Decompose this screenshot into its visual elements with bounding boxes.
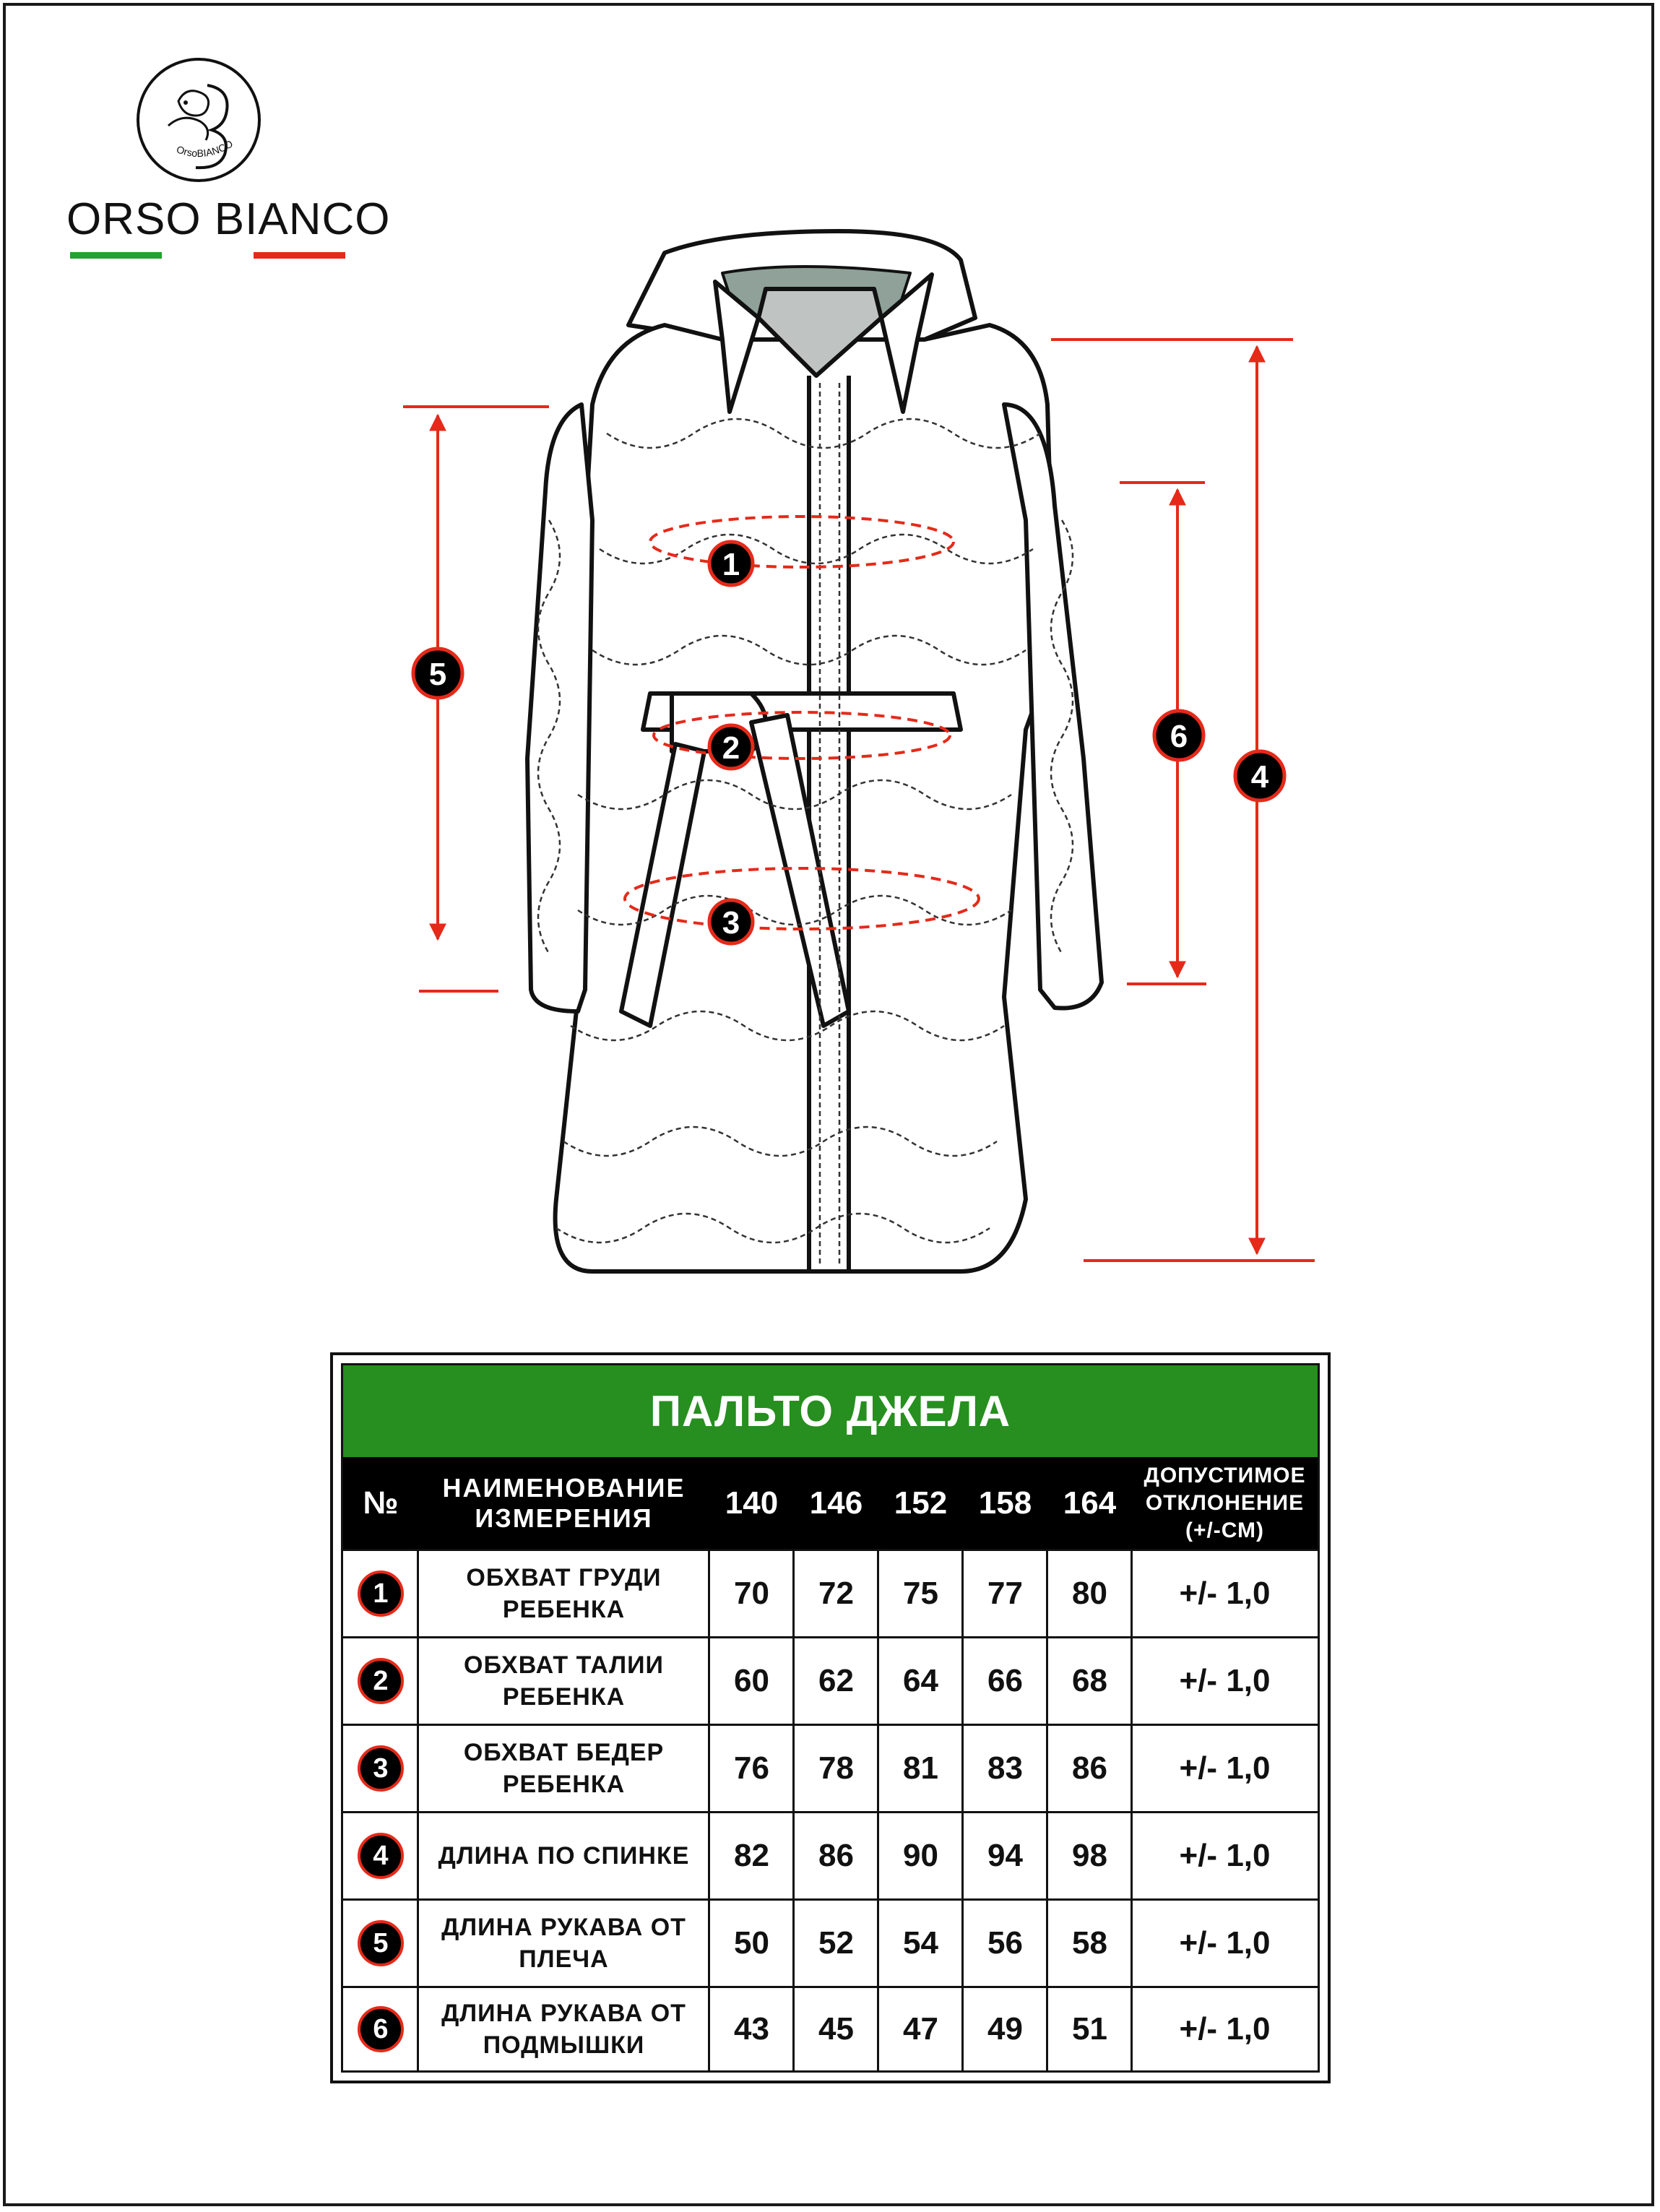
- marker-2: [709, 725, 753, 769]
- row-tolerance: +/- 1,0: [1179, 1576, 1271, 1611]
- row-name: [418, 1551, 709, 1636]
- row-value-140: 70: [734, 1576, 769, 1611]
- row-number-badge: 3: [358, 1745, 404, 1792]
- row-value-140: 76: [734, 1750, 769, 1786]
- row-number-badge: 1: [358, 1571, 404, 1617]
- row-number-badge: 5: [358, 1920, 404, 1966]
- row-name: [418, 1726, 709, 1811]
- row-value-140: 82: [734, 1838, 769, 1873]
- row-value-152: 54: [903, 1925, 938, 1961]
- svg-text:5: 5: [428, 657, 447, 692]
- row-name-line1: ОБХВАТ ГРУДИ: [466, 1564, 662, 1591]
- row-value-164: 51: [1072, 2011, 1107, 2047]
- table-row: [343, 1636, 1318, 1724]
- row-name: [418, 1988, 709, 2070]
- grid-line: [877, 1549, 879, 2070]
- row-tolerance: +/- 1,0: [1179, 2011, 1271, 2047]
- row-name: [418, 1638, 709, 1724]
- row-value-140: 43: [734, 2011, 769, 2047]
- row-value-146: 62: [818, 1663, 854, 1698]
- marker-5: [413, 649, 462, 698]
- marker-3: [709, 900, 753, 943]
- row-name-line1: ДЛИНА РУКАВА ОТ: [441, 1914, 686, 1941]
- row-name: [418, 1813, 709, 1898]
- grid-line: [1046, 1549, 1048, 2070]
- header-name: [418, 1457, 709, 1549]
- row-value-146: 86: [818, 1838, 854, 1873]
- row-value-164: 86: [1072, 1750, 1107, 1786]
- row-value-158: 56: [987, 1925, 1023, 1961]
- row-value-152: 90: [903, 1838, 938, 1873]
- row-name-line2: РЕБЕНКА: [502, 1771, 626, 1798]
- row-value-152: 47: [903, 2011, 938, 2047]
- row-value-164: 80: [1072, 1576, 1107, 1611]
- svg-text:4: 4: [1250, 759, 1269, 795]
- header-size-146: 146: [809, 1485, 863, 1521]
- row-value-158: 83: [987, 1750, 1023, 1786]
- grid-line: [417, 1549, 419, 2070]
- row-value-146: 72: [818, 1576, 854, 1611]
- row-name-line2: ПЛЕЧА: [519, 1945, 609, 1973]
- row-value-158: 66: [987, 1663, 1023, 1698]
- header-size-164: 164: [1063, 1485, 1117, 1521]
- coat-outline: [527, 231, 1102, 1271]
- row-value-152: 64: [903, 1663, 938, 1698]
- marker-4: [1235, 751, 1284, 800]
- grid-line: [708, 1549, 710, 2070]
- table-row: [343, 1898, 1318, 1986]
- row-number-badge: 6: [358, 2006, 404, 2052]
- row-tolerance: +/- 1,0: [1179, 1663, 1271, 1698]
- row-tolerance: +/- 1,0: [1179, 1838, 1271, 1873]
- header-num: №: [363, 1485, 399, 1521]
- header-tol-line2: ОТКЛОНЕНИЕ: [1145, 1490, 1305, 1515]
- row-tolerance: +/- 1,0: [1179, 1750, 1271, 1786]
- brand-name: ORSO BIANCO: [66, 194, 391, 244]
- header-size-140: 140: [725, 1485, 779, 1521]
- row-name: [418, 1901, 709, 1986]
- grid-line: [961, 1549, 964, 2070]
- svg-text:1: 1: [722, 547, 740, 582]
- header-size-158: 158: [978, 1485, 1032, 1521]
- row-name-line1: ДЛИНА РУКАВА ОТ: [441, 2000, 686, 2027]
- row-tolerance: +/- 1,0: [1179, 1925, 1271, 1961]
- row-value-164: 58: [1072, 1925, 1107, 1961]
- row-name-line2: РЕБЕНКА: [502, 1596, 626, 1623]
- row-value-152: 75: [903, 1576, 938, 1611]
- table-row: [343, 1986, 1318, 2070]
- header-tol-line3: (+/-СМ): [1185, 1518, 1265, 1542]
- row-name-line2: ПОДМЫШКИ: [483, 2031, 645, 2059]
- marker-6: [1154, 711, 1203, 760]
- row-value-164: 68: [1072, 1663, 1107, 1698]
- row-value-146: 45: [818, 2011, 854, 2047]
- table-row: [343, 1724, 1318, 1811]
- logo-text: OrsoBIANCO: [175, 137, 235, 160]
- header-name-line2: ИЗМЕРЕНИЯ: [475, 1503, 653, 1533]
- grid-line: [792, 1549, 795, 2070]
- row-value-158: 94: [987, 1838, 1023, 1873]
- row-value-152: 81: [903, 1750, 938, 1786]
- row-name-line1: ОБХВАТ БЕДЕР: [463, 1739, 665, 1766]
- table-header: [343, 1457, 1318, 1549]
- row-number-badge: 4: [358, 1833, 404, 1879]
- row-value-140: 60: [734, 1663, 769, 1698]
- row-value-158: 77: [987, 1576, 1023, 1611]
- size-table: [330, 1352, 1331, 2083]
- svg-text:3: 3: [722, 905, 740, 941]
- row-value-164: 98: [1072, 1838, 1107, 1873]
- header-tolerance: [1132, 1457, 1318, 1549]
- size-table-inner: [341, 1363, 1320, 2073]
- row-number-badge: 2: [358, 1658, 404, 1704]
- table-row: [343, 1549, 1318, 1636]
- header-size-152: 152: [894, 1485, 948, 1521]
- row-value-158: 49: [987, 2011, 1023, 2047]
- header-tol-line1: ДОПУСТИМОЕ: [1144, 1463, 1306, 1487]
- row-name-line1: ДЛИНА ПО СПИНКЕ: [438, 1842, 690, 1870]
- table-row: [343, 1811, 1318, 1898]
- marker-1: [709, 542, 753, 585]
- row-name-line2: РЕБЕНКА: [502, 1683, 626, 1711]
- row-value-146: 52: [818, 1925, 854, 1961]
- row-name-line1: ОБХВАТ ТАЛИИ: [464, 1651, 664, 1679]
- row-value-146: 78: [818, 1750, 854, 1786]
- grid-line: [1131, 1549, 1133, 2070]
- svg-text:2: 2: [722, 730, 740, 766]
- table-title: ПАЛЬТО ДЖЕЛА: [343, 1365, 1318, 1457]
- svg-text:6: 6: [1170, 719, 1188, 754]
- row-value-140: 50: [734, 1925, 769, 1961]
- header-name-line1: НАИМЕНОВАНИЕ: [442, 1472, 686, 1503]
